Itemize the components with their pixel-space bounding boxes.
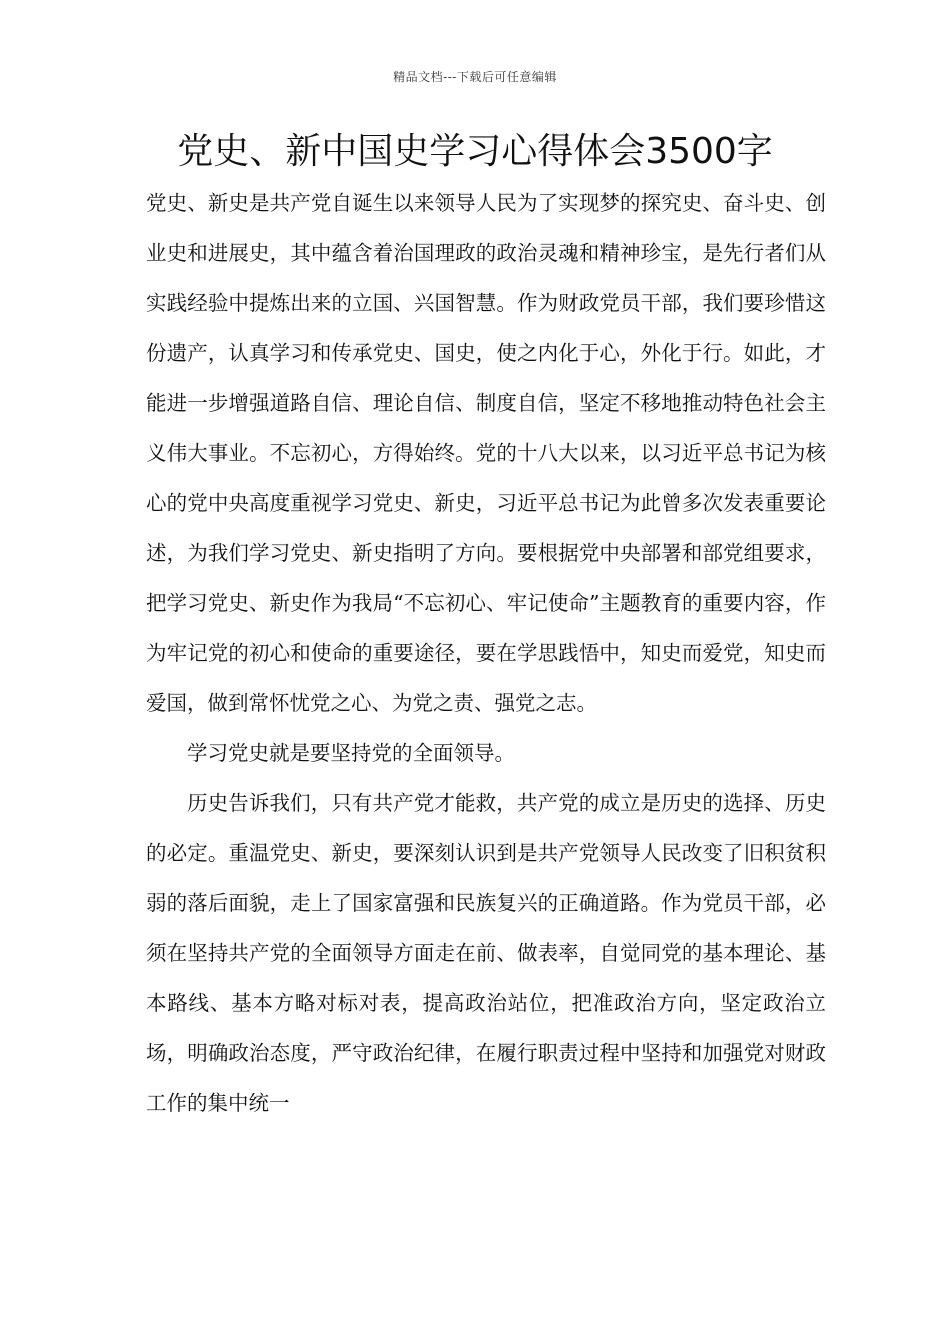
paragraph-history: 历史告诉我们，只有共产党才能救，共产党的成立是历史的选择、历史的必定。重温党史、新史，要深刻认识到是共产党领导人民改变了旧积贫积弱的落后面貌，走上了国家富强和民族复兴的正确道路。作为党员干部，必须在坚持共产党的全面领导方面走在前、做表率，自觉同党的基本理论、基本路线、基本方略对标对表，提高政治站位，把准政治方向，坚定政治立场，明确政治态度，严守政治纪律，在履行职责过程中坚持和加强党对财政工作的集中统一 <box>146 791 826 1115</box>
header-note: 精品文档---下载后可任意编辑 <box>393 70 557 84</box>
document-body <box>146 178 826 1128</box>
page-title: 党史、新中国史学习心得体会3500字 <box>177 131 773 172</box>
paragraph-intro: 党史、新史是共产党自诞生以来领导人民为了实现梦的探究史、奋斗史、创业史和进展史，其中蕴含着治国理政的政治灵魂和精神珍宝，是先行者们从实践经验中提炼出来的立国、兴国智慧。作为财政党员干部，我们要珍惜这份遗产，认真学习和传承党史、国史，使之内化于心，外化于行。如此，才能进一步增强道路自信、理论自信、制度自信，坚定不移地推动特色社会主义伟大事业。不忘初心，方得始终。党的十八大以来，以习近平总书记为核心的党中央高度重视学习党史、新史，习近平总书记为此曾多次发表重要论述，为我们学习党史、新史指明了方向。要根据党中央部署和部党组要求，把学习党史、新史作为我局“不忘初心、牢记使命”主题教育的重要内容，作为牢记党的初心和使命的重要途径，要在学思践悟中，知史而爱党，知史而爱国，做到常怀忧党之心、为党之责、强党之志。 <box>146 191 826 715</box>
paragraph-heading: 学习党史就是要坚持党的全面领导。 <box>187 741 515 765</box>
